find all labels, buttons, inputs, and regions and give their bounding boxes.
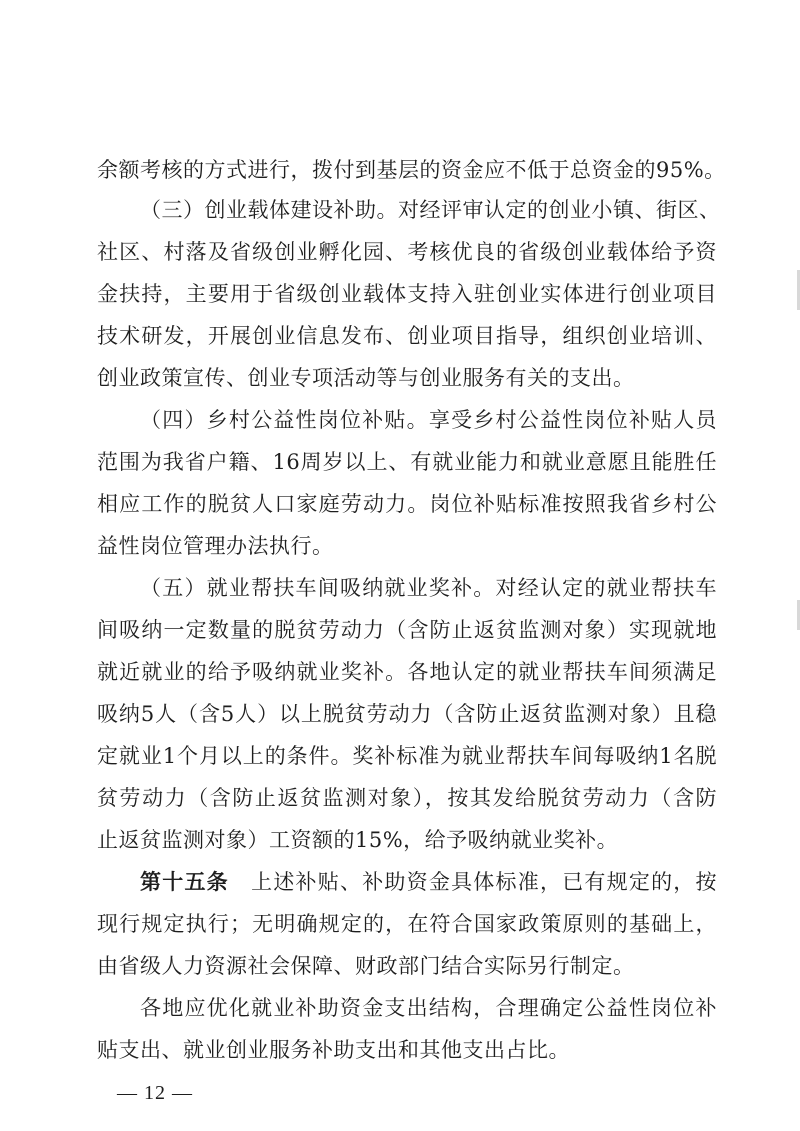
paragraph-line: 益性岗位管理办法执行。: [97, 534, 334, 558]
paragraph-line: 余额考核的方式进行，拨付到基层的资金应不低于总资金的95%。: [97, 158, 726, 182]
paragraph-line: 社区、村落及省级创业孵化园、考核优良的省级创业载体给予资: [97, 240, 717, 264]
paragraph-line: 贴支出、就业创业服务补助支出和其他支出占比。: [97, 1038, 570, 1062]
article-heading: 第十五条: [140, 870, 229, 894]
paragraph-line: 吸纳5人（含5人）以上脱贫劳动力（含防止返贫监测对象）且稳: [97, 702, 717, 726]
paragraph-line: 现行规定执行；无明确规定的，在符合国家政策原则的基础上，: [97, 912, 717, 936]
paragraph-line: （三）创业载体建设补助。对经评审认定的创业小镇、街区、: [140, 198, 721, 222]
paragraph-line: （五）就业帮扶车间吸纳就业奖补。对经认定的就业帮扶车: [140, 576, 717, 600]
article-line: [140, 867, 717, 897]
paragraph-line: 定就业1个月以上的条件。奖补标准为就业帮扶车间每吸纳1名脱: [97, 744, 717, 768]
paragraph-line: 范围为我省户籍、16周岁以上、有就业能力和就业意愿且能胜任: [97, 450, 717, 474]
paragraph-line: 相应工作的脱贫人口家庭劳动力。岗位补贴标准按照我省乡村公: [97, 492, 717, 516]
paragraph-line: 就近就业的给予吸纳就业奖补。各地认定的就业帮扶车间须满足: [97, 660, 717, 684]
paragraph-line: 间吸纳一定数量的脱贫劳动力（含防止返贫监测对象）实现就地: [97, 618, 717, 642]
paragraph-line: 创业政策宣传、创业专项活动等与创业服务有关的支出。: [97, 366, 635, 390]
paragraph-line: 由省级人力资源社会保障、财政部门结合实际另行制定。: [97, 954, 635, 978]
paragraph-line: 各地应优化就业补助资金支出结构，合理确定公益性岗位补: [140, 996, 717, 1020]
page-number: — 12 —: [117, 1082, 193, 1104]
paragraph-line: 金扶持，主要用于省级创业载体支持入驻创业实体进行创业项目: [97, 282, 717, 306]
article-text: 上述补贴、补助资金具体标准，已有规定的，按: [228, 870, 718, 894]
paragraph-line: （四）乡村公益性岗位补贴。享受乡村公益性岗位补贴人员: [140, 408, 717, 432]
paragraph-line: 技术研发，开展创业信息发布、创业项目指导，组织创业培训、: [97, 324, 717, 348]
paragraph-line: 止返贫监测对象）工资额的15%，给予吸纳就业奖补。: [97, 828, 619, 852]
paragraph-line: 贫劳动力（含防止返贫监测对象），按其发给脱贫劳动力（含防: [97, 786, 717, 810]
